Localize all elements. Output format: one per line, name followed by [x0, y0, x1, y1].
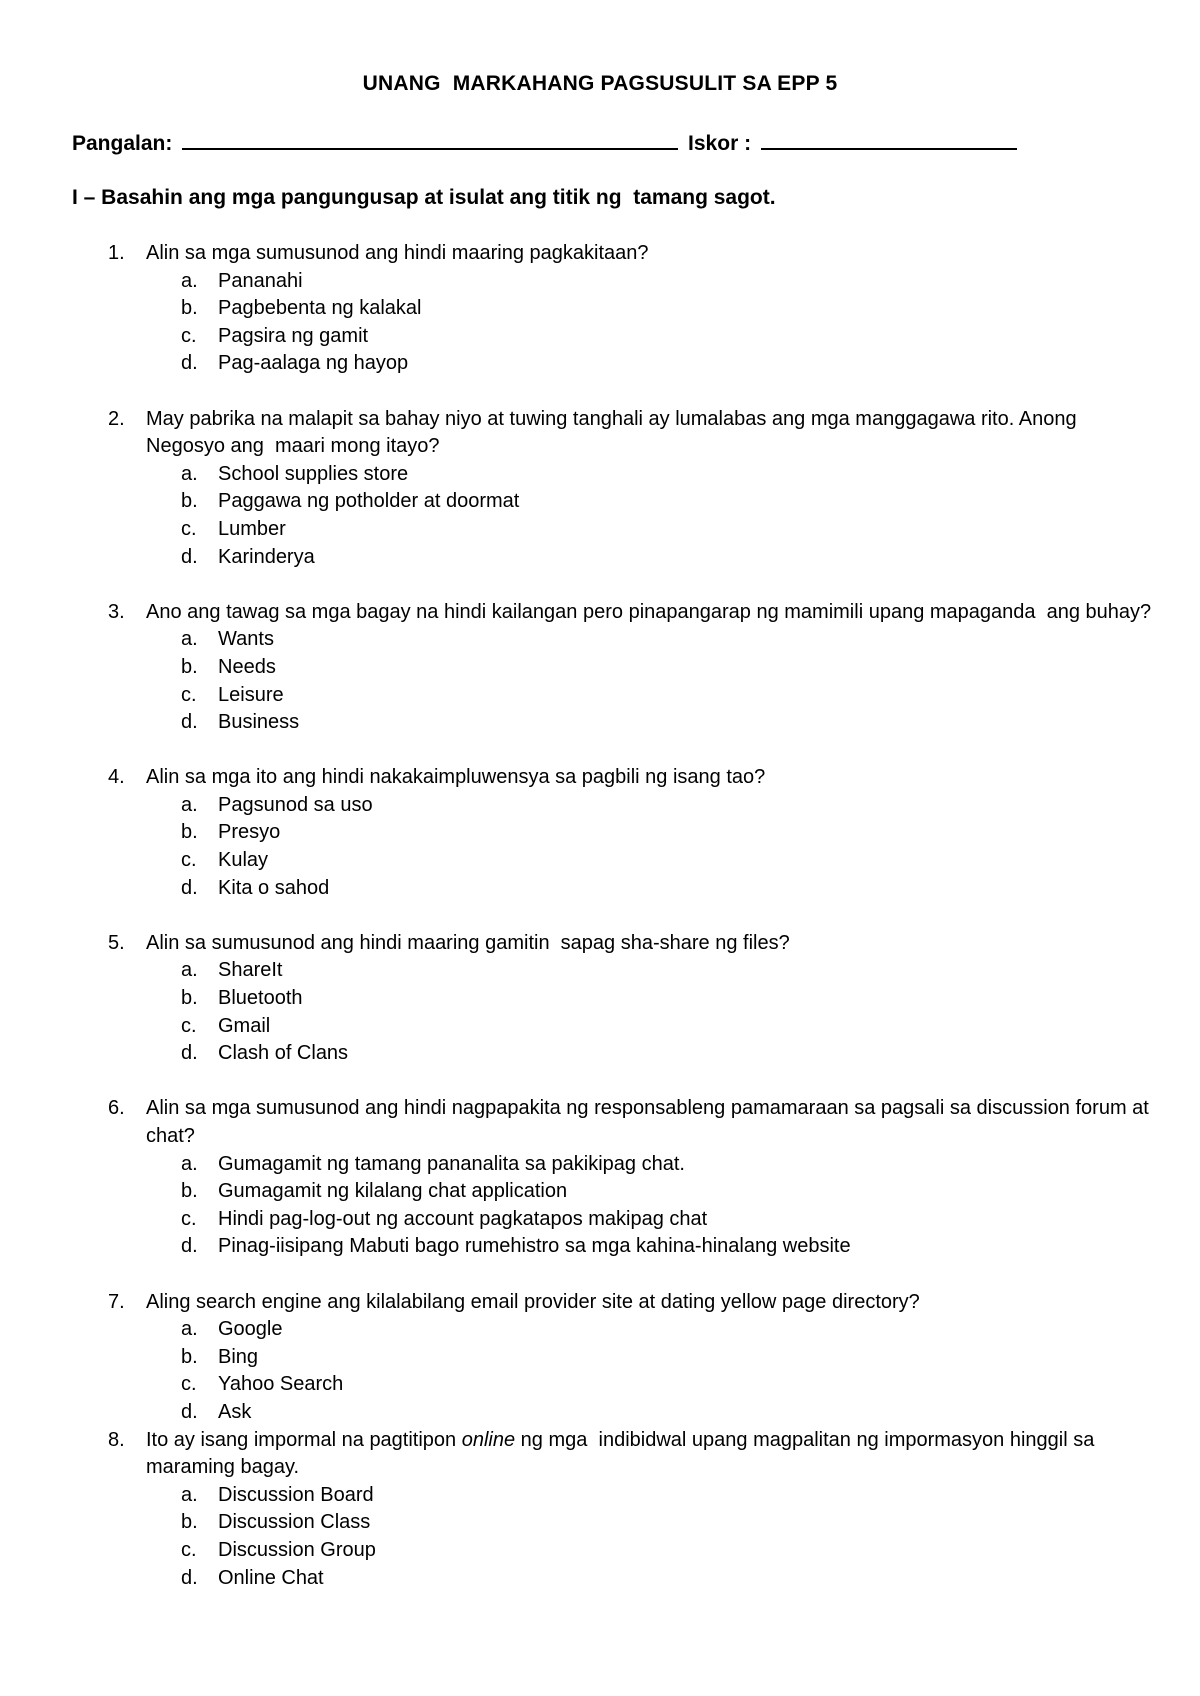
question-number: 8. [108, 1428, 125, 1451]
name-blank [182, 130, 678, 150]
option-letter: c. [181, 683, 197, 706]
option-text: Paggawa ng potholder at doormat [218, 490, 520, 513]
option-text: Needs [218, 655, 276, 678]
option-list [146, 957, 1160, 1067]
question-text-end: ng mga indibidwal upang magpalitan ng impormasyon hinggil sa maraming bagay. [146, 1428, 1100, 1479]
question-1 [72, 240, 1160, 378]
option-d [146, 709, 1160, 737]
option-text: Discussion Class [218, 1511, 371, 1534]
question-2 [72, 406, 1160, 572]
option-text: Bluetooth [218, 987, 303, 1010]
option-letter: d. [181, 711, 198, 734]
option-a [146, 1482, 1160, 1510]
option-c [146, 847, 1160, 875]
option-text: Hindi pag-log-out ng account pagkatapos makipag chat [218, 1207, 708, 1230]
option-letter: b. [181, 1345, 198, 1368]
option-b [146, 819, 1160, 847]
option-text: Clash of Clans [218, 1042, 349, 1065]
option-text: Pananahi [218, 269, 303, 292]
option-d [146, 1399, 1160, 1427]
option-text: School supplies store [218, 462, 409, 485]
question-text: Ano ang tawag sa mga bagay na hindi kailangan pero pinapangarap ng mamimili upang mapaganda ang buhay? [146, 600, 1152, 623]
option-d [146, 1040, 1160, 1068]
option-c [146, 682, 1160, 710]
option-text: Wants [218, 628, 274, 651]
question-number: 2. [108, 407, 125, 430]
option-text: Bing [218, 1345, 259, 1368]
option-b [146, 488, 1160, 516]
option-text: Discussion Group [218, 1538, 376, 1561]
option-d [146, 875, 1160, 903]
option-text: Ask [218, 1400, 252, 1423]
option-list [146, 1151, 1160, 1261]
question-list [72, 240, 1160, 1592]
option-c [146, 1013, 1160, 1041]
option-b [146, 295, 1160, 323]
question-3 [72, 599, 1160, 737]
option-b [146, 1509, 1160, 1537]
question-text: Aling search engine ang kilalabilang email provider site at dating yellow page directory? [146, 1290, 920, 1313]
option-list [146, 461, 1160, 571]
question-4 [72, 764, 1160, 902]
option-text: Pagsira ng gamit [218, 324, 369, 347]
option-text: Kita o sahod [218, 876, 330, 899]
question-text-start: Ito ay isang impormal na pagtitipon [146, 1428, 462, 1451]
option-text: Google [218, 1318, 283, 1341]
option-text: Pagbebenta ng kalakal [218, 297, 422, 320]
option-list [146, 1316, 1160, 1426]
question-7 [72, 1289, 1160, 1427]
option-text: Lumber [218, 517, 286, 540]
option-letter: b. [181, 821, 198, 844]
option-text: Pinag-iisipang Mabuti bago rumehistro sa mga kahina-hinalang website [218, 1235, 851, 1258]
option-letter: a. [181, 1483, 198, 1506]
option-letter: d. [181, 1235, 198, 1258]
option-d [146, 544, 1160, 572]
option-list [146, 268, 1160, 378]
option-letter: a. [181, 793, 198, 816]
option-c [146, 516, 1160, 544]
option-c [146, 323, 1160, 351]
option-text: Presyo [218, 821, 281, 844]
option-letter: d. [181, 545, 198, 568]
option-letter: a. [181, 269, 198, 292]
option-letter: d. [181, 352, 198, 375]
option-letter: c. [181, 1373, 197, 1396]
option-text: Business [218, 711, 300, 734]
question-6 [72, 1095, 1160, 1261]
option-a [146, 268, 1160, 296]
option-b [146, 1178, 1160, 1206]
option-text: Online Chat [218, 1566, 324, 1589]
option-d [146, 1565, 1160, 1593]
question-text [146, 1427, 1160, 1482]
question-number: 1. [108, 242, 125, 264]
option-letter: d. [181, 1566, 198, 1589]
score-label: Iskor : [688, 132, 752, 155]
option-letter: d. [181, 1400, 198, 1423]
option-text: Gumagamit ng tamang pananalita sa pakikipag chat. [218, 1152, 685, 1175]
option-letter: a. [181, 628, 198, 651]
option-letter: c. [181, 1207, 197, 1230]
option-letter: d. [181, 1042, 198, 1065]
question-text: Alin sa mga sumusunod ang hindi maaring pagkakitaan? [146, 242, 649, 264]
option-a [146, 461, 1160, 489]
question-5 [72, 930, 1160, 1068]
question-text: Alin sa mga sumusunod ang hindi nagpapakita ng responsableng pamamaraan sa pagsali sa discussion forum at chat? [146, 1097, 1155, 1147]
question-text: Alin sa sumusunod ang hindi maaring gamitin sapag sha-share ng files? [146, 931, 790, 954]
option-letter: b. [181, 655, 198, 678]
instructions: I – Basahin ang mga pangungusap at isulat ang titik ng tamang sagot. [72, 186, 776, 209]
option-letter: c. [181, 517, 197, 540]
question-number: 5. [108, 931, 125, 954]
option-a [146, 792, 1160, 820]
option-letter: b. [181, 1511, 198, 1534]
question-text-italic: online [461, 1428, 516, 1451]
question-8 [72, 1427, 1160, 1593]
option-c [146, 1206, 1160, 1234]
option-a [146, 626, 1160, 654]
option-letter: a. [181, 959, 198, 982]
option-b [146, 654, 1160, 682]
option-text: Kulay [218, 849, 269, 872]
option-a [146, 1316, 1160, 1344]
page-title: UNANG MARKAHANG PAGSUSULIT SA EPP 5 [362, 72, 838, 95]
option-list [146, 1482, 1160, 1592]
option-text: Pagsunod sa uso [218, 793, 373, 816]
option-letter: d. [181, 876, 198, 899]
question-number: 6. [108, 1097, 125, 1120]
option-c [146, 1371, 1160, 1399]
option-text: Discussion Board [218, 1483, 374, 1506]
question-text: May pabrika na malapit sa bahay niyo at tuwing tanghali ay lumalabas ang mga manggagawa rito. Anong Negosyo ang maari mong itayo? [146, 407, 1083, 458]
option-c [146, 1537, 1160, 1565]
option-d [146, 1233, 1160, 1261]
option-text: Yahoo Search [218, 1373, 344, 1396]
option-letter: c. [181, 324, 197, 347]
student-info-line [72, 130, 1021, 156]
option-text: Gmail [218, 1014, 271, 1037]
option-d [146, 350, 1160, 378]
option-list [146, 792, 1160, 902]
question-number: 3. [108, 600, 125, 623]
option-letter: b. [181, 490, 198, 513]
option-letter: b. [181, 987, 198, 1010]
option-letter: a. [181, 1152, 198, 1175]
option-text: ShareIt [218, 959, 283, 982]
option-text: Karinderya [218, 545, 315, 568]
option-letter: a. [181, 1318, 198, 1341]
question-number: 7. [108, 1290, 125, 1313]
option-text: Pag-aalaga ng hayop [218, 352, 409, 375]
option-letter: b. [181, 297, 198, 320]
option-b [146, 985, 1160, 1013]
question-text: Alin sa mga ito ang hindi nakakaimpluwensya sa pagbili ng isang tao? [146, 766, 766, 789]
option-letter: c. [181, 1014, 197, 1037]
option-a [146, 957, 1160, 985]
score-blank [761, 130, 1017, 150]
option-a [146, 1151, 1160, 1179]
option-text: Gumagamit ng kilalang chat application [218, 1180, 568, 1203]
question-number: 4. [108, 766, 125, 789]
option-letter: b. [181, 1180, 198, 1203]
option-letter: c. [181, 849, 197, 872]
option-text: Leisure [218, 683, 284, 706]
option-letter: a. [181, 462, 198, 485]
option-letter: c. [181, 1538, 197, 1561]
option-list [146, 626, 1160, 736]
option-b [146, 1344, 1160, 1372]
name-label: Pangalan: [72, 132, 173, 155]
